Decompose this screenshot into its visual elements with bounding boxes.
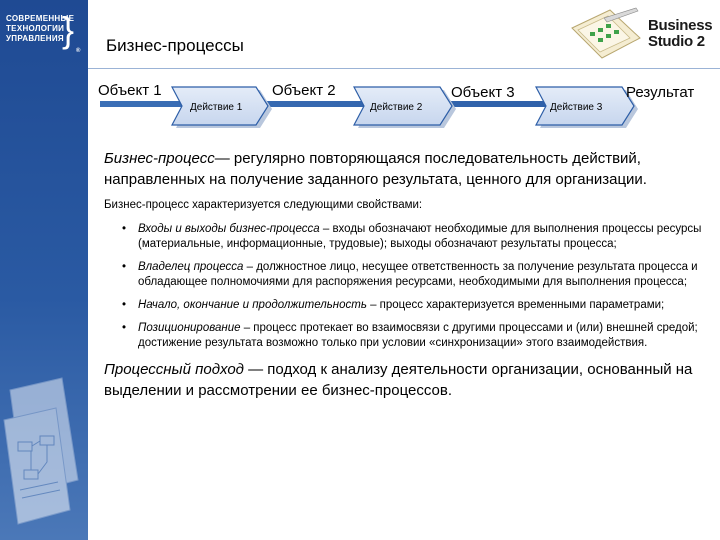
brand-logo: [648, 18, 712, 50]
approach-text: — подход к анализу деятельности организации, основанный на выделении и рассмотрении ее бизнес-процессов.: [104, 361, 693, 399]
property-term: Начало, окончание и продолжительность: [138, 299, 367, 311]
flow-band: [100, 101, 620, 107]
list-item: [104, 260, 704, 290]
logo-brace-icon: }: [62, 9, 75, 50]
header-divider: [88, 68, 720, 69]
logo-line-2: ТЕХНОЛОГИИ: [6, 24, 65, 33]
list-item: [104, 321, 704, 351]
sidebar: [0, 0, 88, 540]
main-content: [104, 148, 704, 401]
bullet-icon: •: [122, 322, 127, 334]
property-text: – должностное лицо, несущее ответственность за получение результата процесса и обладающее полномочиями для распоряжения ресурсами, необходимыми для выполнения процесса;: [138, 261, 698, 288]
logo-line-3: УПРАВЛЕНИЯ: [6, 34, 64, 43]
brand-line-1: Business: [648, 17, 713, 34]
properties-intro: Бизнес-процесс характеризуется следующими свойствами:: [104, 199, 423, 211]
property-text: – процесс характеризуется временными параметрами;: [366, 299, 665, 311]
logo-registered-mark: ®: [76, 48, 81, 54]
result-label: Результат: [626, 84, 695, 101]
bullet-icon: •: [122, 261, 127, 273]
list-item: [104, 222, 704, 252]
bullet-icon: •: [122, 299, 127, 311]
action-2-label: Действие 2: [370, 102, 423, 113]
object-1-label: Объект 1: [98, 82, 162, 99]
process-approach-definition: [104, 359, 704, 401]
property-term: Входы и выходы бизнес-процесса: [138, 223, 320, 235]
business-process-definition: [104, 148, 704, 190]
approach-term: Процессный подход: [104, 361, 244, 378]
list-item: [104, 298, 704, 313]
definition-term: Бизнес-процесс: [104, 150, 215, 167]
property-text: – процесс протекает во взаимосвязи с другими процессами и (или) внешней средой; достижение результата возможно только при условии «синхронизации» этого взаимодействия.: [138, 322, 698, 349]
action-3-label: Действие 3: [550, 102, 603, 113]
property-term: Позиционирование: [138, 322, 241, 334]
properties-list: [104, 222, 704, 351]
bullet-icon: •: [122, 223, 127, 235]
documents-illustration-icon: [0, 370, 88, 540]
brand-line-2: Studio 2: [648, 33, 705, 50]
object-3-label: Объект 3: [451, 84, 515, 101]
definition-text: — регулярно повторяющаяся последовательность действий, направленных на получение заданного результата, ценного для организации.: [104, 150, 647, 188]
logo-line-1: СОВРЕМЕННЫЕ: [6, 14, 75, 23]
object-2-label: Объект 2: [272, 82, 336, 99]
company-logo: [6, 9, 82, 60]
process-flow-diagram: [88, 72, 720, 144]
page-title: Бизнес-процессы: [106, 36, 244, 55]
property-term: Владелец процесса: [138, 261, 244, 273]
action-1-label: Действие 1: [190, 102, 243, 113]
property-text: – входы обозначают необходимые для выполнения процессы ресурсы (материальные, информационные, трудовые); выходы обозначают результаты процесса;: [138, 223, 702, 250]
